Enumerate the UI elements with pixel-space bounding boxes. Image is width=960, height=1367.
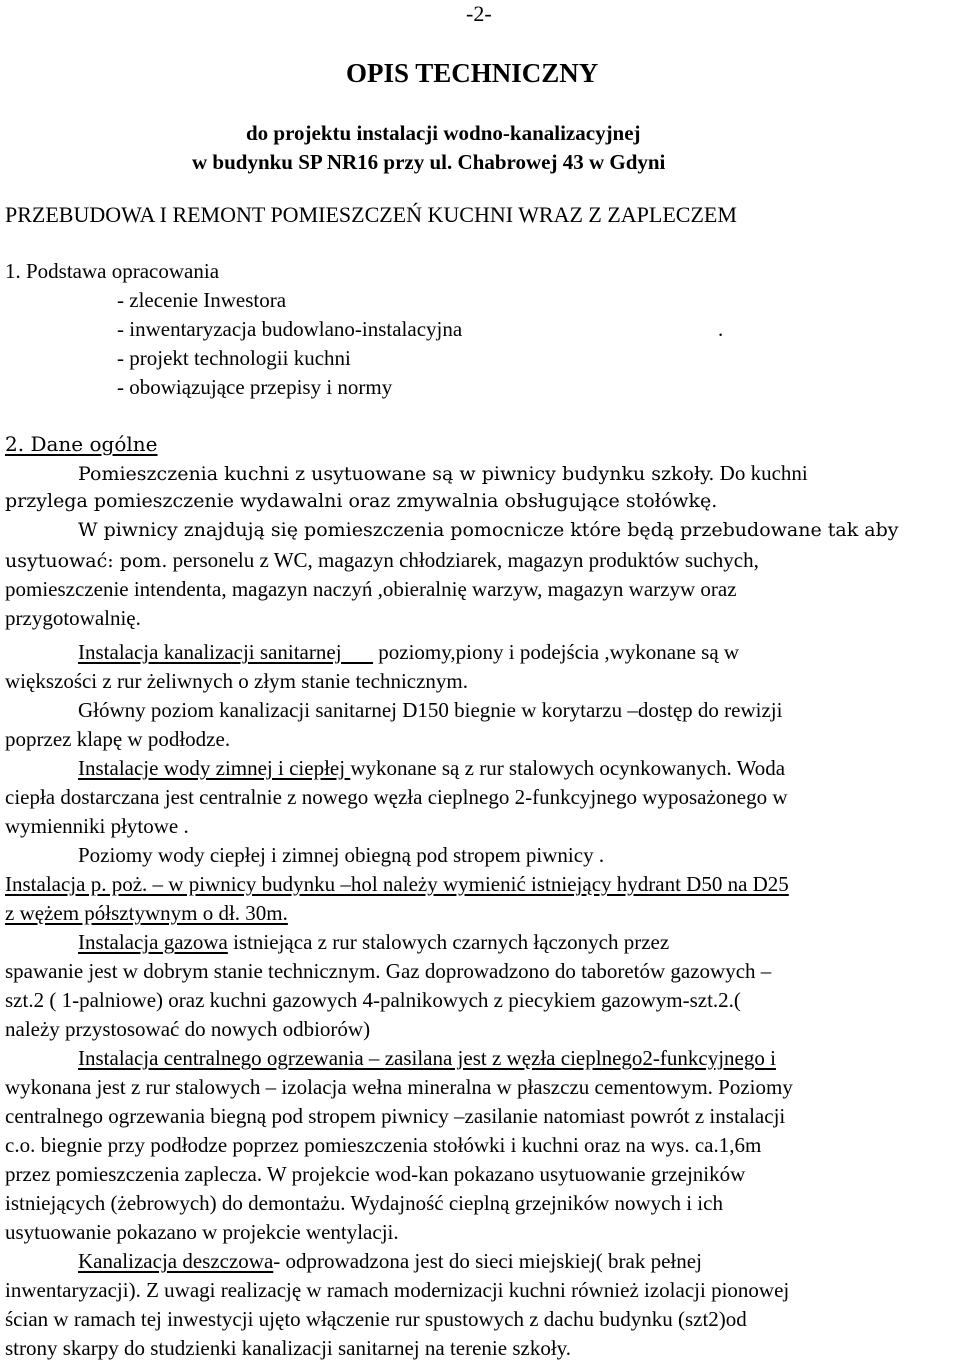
text-line: strony skarpy do studzienki kanalizacji sanitarnej na terenie szkoły. xyxy=(5,1336,572,1360)
text-line: W piwnicy znajdują się pomieszczenia pomocnicze które będą przebudowane tak aby xyxy=(78,519,899,541)
subtitle-line-1: do projektu instalacji wodno-kanalizacyjnej xyxy=(246,121,641,145)
text-line: wykonana jest z rur stalowych – izolacja wełna mineralna w płaszczu cementowym. Poziomy xyxy=(5,1075,793,1099)
text-line: Instalacja centralnego ogrzewania – zasilana jest z węzła cieplnego2-funkcyjnego i xyxy=(78,1046,776,1070)
text-line: Kanalizacja deszczowa- odprowadzona jest do sieci miejskiej( brak pełnej xyxy=(78,1249,702,1273)
text-line: Główny poziom kanalizacji sanitarnej D150 biegnie w korytarzu –dostęp do rewizji xyxy=(78,698,783,722)
scope-heading: PRZEBUDOWA I REMONT POMIESZCZEŃ KUCHNI WRAZ Z ZAPLECZEM xyxy=(5,202,737,227)
section-2-heading: 2. Dane ogólne xyxy=(5,432,158,456)
document-title: OPIS TECHNICZNY xyxy=(346,58,599,88)
text-line: poprzez klapę w podłodze. xyxy=(5,727,231,751)
subtitle-line-2: w budynku SP NR16 przy ul. Chabrowej 43 w Gdyni xyxy=(192,150,666,174)
text-line: szt.2 ( 1-palniowe) oraz kuchni gazowych 4-palnikowych z piecykiem gazowym-szt.2.( xyxy=(5,988,741,1012)
text-line: centralnego ogrzewania biegną pod stropem piwnicy –zasilanie natomiast powrót z instalacji xyxy=(5,1104,786,1128)
text-line: wymienniki płytowe . xyxy=(5,814,189,838)
text-line: z wężem półsztywnym o dł. 30m. xyxy=(5,901,288,925)
basis-item: - projekt technologii kuchni xyxy=(117,346,351,370)
text-line: Pomieszczenia kuchni z usytuowane są w piwnicy budynku szkoły. Do kuchni xyxy=(78,461,808,485)
text-line: c.o. biegnie przy podłodze poprzez pomieszczenia stołówki i kuchni oraz na wys. ca.1,6m xyxy=(5,1133,762,1157)
text-line: pomieszczenie intendenta, magazyn naczyń ,obieralnię warzyw, magazyn warzyw oraz xyxy=(5,577,737,601)
section-1-heading: 1. Podstawa opracowania xyxy=(5,259,220,283)
page-number: -2- xyxy=(466,1,492,26)
text-line: przylega pomieszczenie wydawalni oraz zmywalnia obsługujące stołówkę. xyxy=(5,490,718,512)
basis-item: - inwentaryzacja budowlano-instalacyjna xyxy=(117,317,463,341)
text-line: należy przystosować do nowych odbiorów) xyxy=(5,1017,371,1041)
text-line: inwentaryzacji). Z uwagi realizację w ramach modernizacji kuchni również izolacji pionowej xyxy=(5,1278,790,1302)
text-line: Instalacje wody zimnej i ciepłej wykonane są z rur stalowych ocynkowanych. Woda xyxy=(78,756,786,780)
text-line: Instalacja gazowa istniejąca z rur stalowych czarnych łączonych przez xyxy=(78,930,670,954)
text-line: przez pomieszczenia zaplecza. W projekcie wod-kan pokazano usytuowanie grzejników xyxy=(5,1162,746,1186)
basis-item: - zlecenie Inwestora xyxy=(117,288,287,312)
text-line: ścian w ramach tej inwestycji ujęto włączenie rur spustowych z dachu budynku (szt2)od xyxy=(5,1307,747,1331)
text-line: istniejących (żebrowych) do demontażu. Wydajność cieplną grzejników nowych i ich xyxy=(5,1191,723,1215)
stray-dot: . xyxy=(718,317,724,341)
text-line: usytuować: pom. personelu z WC, magazyn chłodziarek, magazyn produktów suchych, xyxy=(5,548,759,572)
text-line: spawanie jest w dobrym stanie technicznym. Gaz doprowadzono do taboretów gazowych – xyxy=(5,959,772,983)
text-line: większości z rur żeliwnych o złym stanie technicznym. xyxy=(5,669,469,693)
text-line: Poziomy wody ciepłej i zimnej obiegną pod stropem piwnicy . xyxy=(78,843,605,867)
text-line: Instalacja p. poż. – w piwnicy budynku –hol należy wymienić istniejący hydrant D50 na D25 xyxy=(5,872,789,896)
text-line: usytuowanie pokazano w projekcie wentylacji. xyxy=(5,1220,399,1244)
text-line: ciepła dostarczana jest centralnie z nowego węzła cieplnego 2-funkcyjnego wyposażonego w xyxy=(5,785,788,809)
basis-item: - obowiązujące przepisy i normy xyxy=(117,375,393,399)
text-line: przygotowalnię. xyxy=(5,606,141,630)
text-line: Instalacja kanalizacji sanitarnej poziomy,piony i podejścia ,wykonane są w xyxy=(78,640,740,664)
